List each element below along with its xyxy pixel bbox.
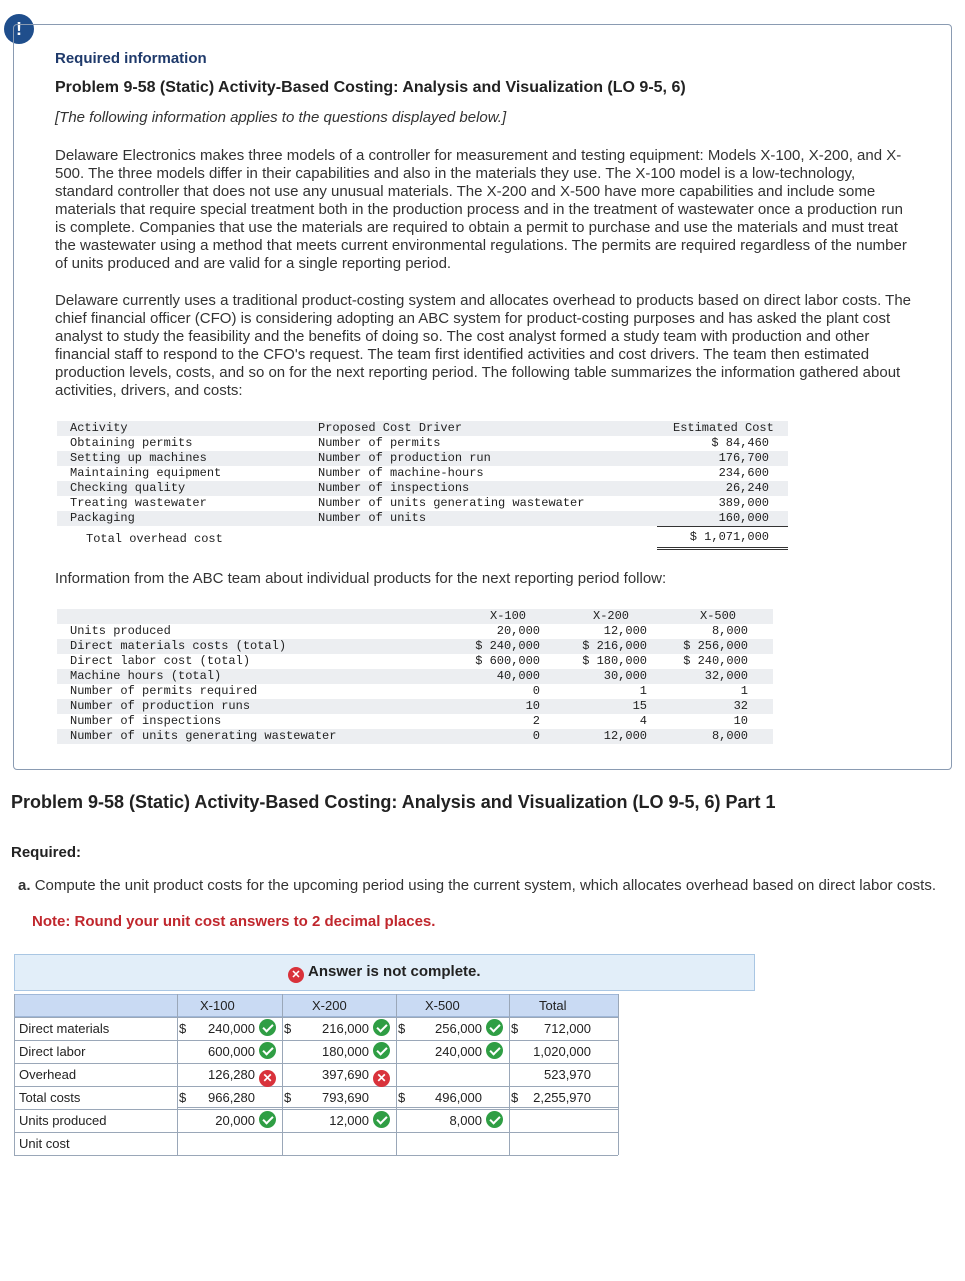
total-overhead-value: $ 1,071,000 [689, 530, 769, 544]
answer-row-label: Total costs [19, 1090, 81, 1105]
answer-cell[interactable] [177, 1017, 276, 1040]
answer-value: 496,000 [435, 1090, 482, 1105]
answer-cell[interactable] [396, 1109, 503, 1132]
activity-name: Setting up machines [70, 451, 207, 465]
answer-cell[interactable] [396, 1132, 503, 1155]
answer-cell[interactable] [177, 1063, 276, 1086]
error-icon: ✕ [373, 1070, 390, 1087]
grid-line [177, 1155, 618, 1156]
estimated-cost: 160,000 [718, 511, 769, 525]
currency-symbol: $ [511, 1021, 519, 1036]
product-value: 40,000 [496, 669, 540, 683]
applies-note: [The following information applies to the questions displayed below.] [55, 109, 507, 126]
answer-value: 216,000 [322, 1021, 369, 1036]
currency-symbol: $ [179, 1090, 187, 1105]
cost-driver: Number of inspections [318, 481, 470, 495]
product-value: $ 256,000 [683, 639, 748, 653]
product-row-label: Number of production runs [70, 699, 251, 713]
product-value: 0 [532, 729, 540, 743]
answer-value: 126,280 [208, 1067, 255, 1082]
cost-driver: Number of permits [318, 436, 441, 450]
x200-header: X-200 [593, 609, 630, 623]
answer-row-label: Direct labor [19, 1044, 86, 1059]
product-row-label: Direct materials costs (total) [70, 639, 287, 653]
estimated-cost: 389,000 [718, 496, 769, 510]
intro-paragraph: Delaware Electronics makes three models of a controller for measurement and testing equipment: Models X-100, X-200, and X-500. The three models differ in their capabilities and also in the materials they use. The X-100 model is a low-technology, standard controller that does not use any unusual materials. The X-200 and X-500 have more capabilities and include some materials that require special treatment both in the production process and in the treatment of wastewater once a production run is complete. Companies that use the materials are required to obtain a permit to purchase and use the materials and must treat the wastewater using a method that meets current environmental regulations. The permits are required regardless of the number of units produced and are valid for a single reporting period. [55, 147, 907, 272]
error-icon: ✕ [259, 1070, 276, 1087]
product-value: $ 240,000 [475, 639, 540, 653]
answer-value: 523,970 [544, 1067, 591, 1082]
answer-cell[interactable] [509, 1086, 612, 1109]
currency-symbol: $ [398, 1090, 406, 1105]
answer-cell[interactable] [177, 1040, 276, 1063]
product-value: 32 [733, 699, 748, 713]
answer-cell[interactable] [509, 1040, 612, 1063]
total-overhead-label: Total overhead cost [86, 532, 223, 546]
product-row-label: Units produced [70, 624, 171, 638]
ans-header-x500: X-500 [425, 998, 460, 1013]
check-icon [373, 1111, 390, 1128]
answer-cell[interactable] [177, 1109, 276, 1132]
check-icon [259, 1111, 276, 1128]
answer-status-text: Answer is not complete. [308, 963, 481, 980]
answer-cell[interactable] [177, 1132, 276, 1155]
answer-row-label: Units produced [19, 1113, 107, 1128]
product-value: 1 [740, 684, 748, 698]
answer-value: 240,000 [435, 1044, 482, 1059]
currency-symbol: $ [284, 1021, 292, 1036]
product-row-label: Machine hours (total) [70, 669, 222, 683]
product-value: 4 [639, 714, 647, 728]
check-icon [486, 1042, 503, 1059]
product-row-label: Number of units generating wastewater [70, 729, 337, 743]
product-value: 12,000 [603, 729, 647, 743]
product-row-label: Direct labor cost (total) [70, 654, 251, 668]
product-value: 0 [532, 684, 540, 698]
required-information-label: Required information [55, 50, 207, 67]
grid-line [14, 994, 15, 1155]
answer-value: 712,000 [544, 1021, 591, 1036]
question-letter: a. [18, 877, 31, 894]
answer-cell[interactable] [509, 1063, 612, 1086]
answer-cell[interactable] [509, 1017, 612, 1040]
product-value: 20,000 [496, 624, 540, 638]
answer-cell[interactable] [396, 1017, 503, 1040]
answer-value: 966,280 [208, 1090, 255, 1105]
x500-header: X-500 [700, 609, 737, 623]
answer-status [288, 963, 481, 983]
product-value: $ 180,000 [582, 654, 647, 668]
product-value: $ 216,000 [582, 639, 647, 653]
product-value: 2 [532, 714, 540, 728]
answer-cell[interactable] [396, 1086, 503, 1109]
activity-name: Obtaining permits [70, 436, 193, 450]
answer-cell[interactable] [282, 1109, 390, 1132]
currency-symbol: $ [284, 1090, 292, 1105]
answer-value: 8,000 [449, 1113, 482, 1128]
currency-symbol: $ [179, 1021, 187, 1036]
answer-value: 2,255,970 [533, 1090, 591, 1105]
answer-value: 12,000 [329, 1113, 369, 1128]
answer-value: 600,000 [208, 1044, 255, 1059]
answer-value: 20,000 [215, 1113, 255, 1128]
answer-cell[interactable] [282, 1063, 390, 1086]
check-icon [486, 1019, 503, 1036]
cost-driver: Number of production run [318, 451, 491, 465]
problem-title: Problem 9-58 (Static) Activity-Based Costing: Analysis and Visualization (LO 9-5, 6) [55, 79, 686, 96]
currency-symbol: $ [398, 1021, 406, 1036]
error-icon: ✕ [288, 967, 304, 983]
product-value: 1 [639, 684, 647, 698]
product-value: 8,000 [711, 624, 748, 638]
estimated-cost: 176,700 [718, 451, 769, 465]
total-rule [657, 547, 788, 550]
alert-icon: ! [4, 14, 34, 44]
ans-header-x100: X-100 [200, 998, 235, 1013]
answer-value: 256,000 [435, 1021, 482, 1036]
answer-value: 793,690 [322, 1090, 369, 1105]
product-value: 10 [525, 699, 540, 713]
answer-value: 180,000 [322, 1044, 369, 1059]
product-value: 12,000 [603, 624, 647, 638]
activity-name: Checking quality [70, 481, 186, 495]
required-label: Required: [11, 844, 82, 861]
product-value: 30,000 [603, 669, 647, 683]
product-row-label: Number of permits required [70, 684, 258, 698]
question-a [18, 877, 948, 894]
product-value: 8,000 [711, 729, 748, 743]
cost-header: Estimated Cost [673, 421, 774, 435]
estimated-cost: $ 84,460 [711, 436, 769, 450]
cost-driver: Number of units generating wastewater [318, 496, 585, 510]
estimated-cost: 26,240 [725, 481, 769, 495]
answer-value: 1,020,000 [533, 1044, 591, 1059]
currency-symbol: $ [511, 1090, 519, 1105]
product-value: 32,000 [704, 669, 748, 683]
product-value: 10 [733, 714, 748, 728]
rounding-note: Note: Round your unit cost answers to 2 decimal places. [32, 913, 436, 930]
product-row-label: Number of inspections [70, 714, 222, 728]
answer-cell[interactable] [177, 1086, 276, 1109]
abc-paragraph: Delaware currently uses a traditional product-costing system and allocates overhead to products based on direct labor costs. The chief financial officer (CFO) is considering adopting an ABC system for product-costing purposes and has asked the plant cost analyst to study the feasibility and the benefits of doing so. The cost analyst formed a study team with production and other financial staff to respond to the CFO's request. The team first identified activities and cost drivers. The team then estimated production levels, costs, and so on for the next reporting period. The following table summarizes the information gathered about activities, drivers, and costs: [55, 292, 912, 399]
check-icon [373, 1019, 390, 1036]
answer-cell[interactable] [509, 1132, 612, 1155]
check-icon [373, 1042, 390, 1059]
driver-header: Proposed Cost Driver [318, 421, 463, 435]
answer-value: 240,000 [208, 1021, 255, 1036]
ans-header-total: Total [539, 998, 567, 1013]
product-info-intro: Information from the ABC team about individual products for the next reporting period follow: [55, 570, 667, 587]
answer-cell[interactable] [396, 1063, 503, 1086]
question-text: Compute the unit product costs for the upcoming period using the current system, which allocates overhead based on direct labor costs. [34, 877, 937, 894]
answer-value: 397,690 [322, 1067, 369, 1082]
subtotal-rule [657, 526, 788, 527]
activity-name: Treating wastewater [70, 496, 207, 510]
product-value: 15 [632, 699, 647, 713]
answer-header-band-left [14, 994, 177, 1017]
check-icon [259, 1019, 276, 1036]
product-value: $ 240,000 [683, 654, 748, 668]
cost-driver: Number of machine-hours [318, 466, 484, 480]
grid-line [618, 994, 619, 1155]
ans-header-x200: X-200 [312, 998, 347, 1013]
answer-cell[interactable] [396, 1040, 503, 1063]
activity-name: Packaging [70, 511, 135, 525]
x100-header: X-100 [490, 609, 527, 623]
answer-cell[interactable] [509, 1109, 612, 1132]
product-value: $ 600,000 [475, 654, 540, 668]
answer-cell[interactable] [282, 1132, 390, 1155]
answer-cell[interactable] [282, 1017, 390, 1040]
cost-driver: Number of units [318, 511, 427, 525]
check-icon [259, 1042, 276, 1059]
part-title: Problem 9-58 (Static) Activity-Based Costing: Analysis and Visualization (LO 9-5, 6) Part 1 [11, 792, 776, 812]
grid-line [14, 1155, 177, 1156]
activity-name: Maintaining equipment [70, 466, 222, 480]
answer-cell[interactable] [282, 1040, 390, 1063]
estimated-cost: 234,600 [718, 466, 769, 480]
answer-row-label: Unit cost [19, 1136, 70, 1151]
answer-row-label: Overhead [19, 1067, 77, 1082]
answer-cell[interactable] [282, 1086, 390, 1109]
answer-row-label: Direct materials [19, 1021, 110, 1036]
check-icon [486, 1111, 503, 1128]
activity-header: Activity [70, 421, 128, 435]
